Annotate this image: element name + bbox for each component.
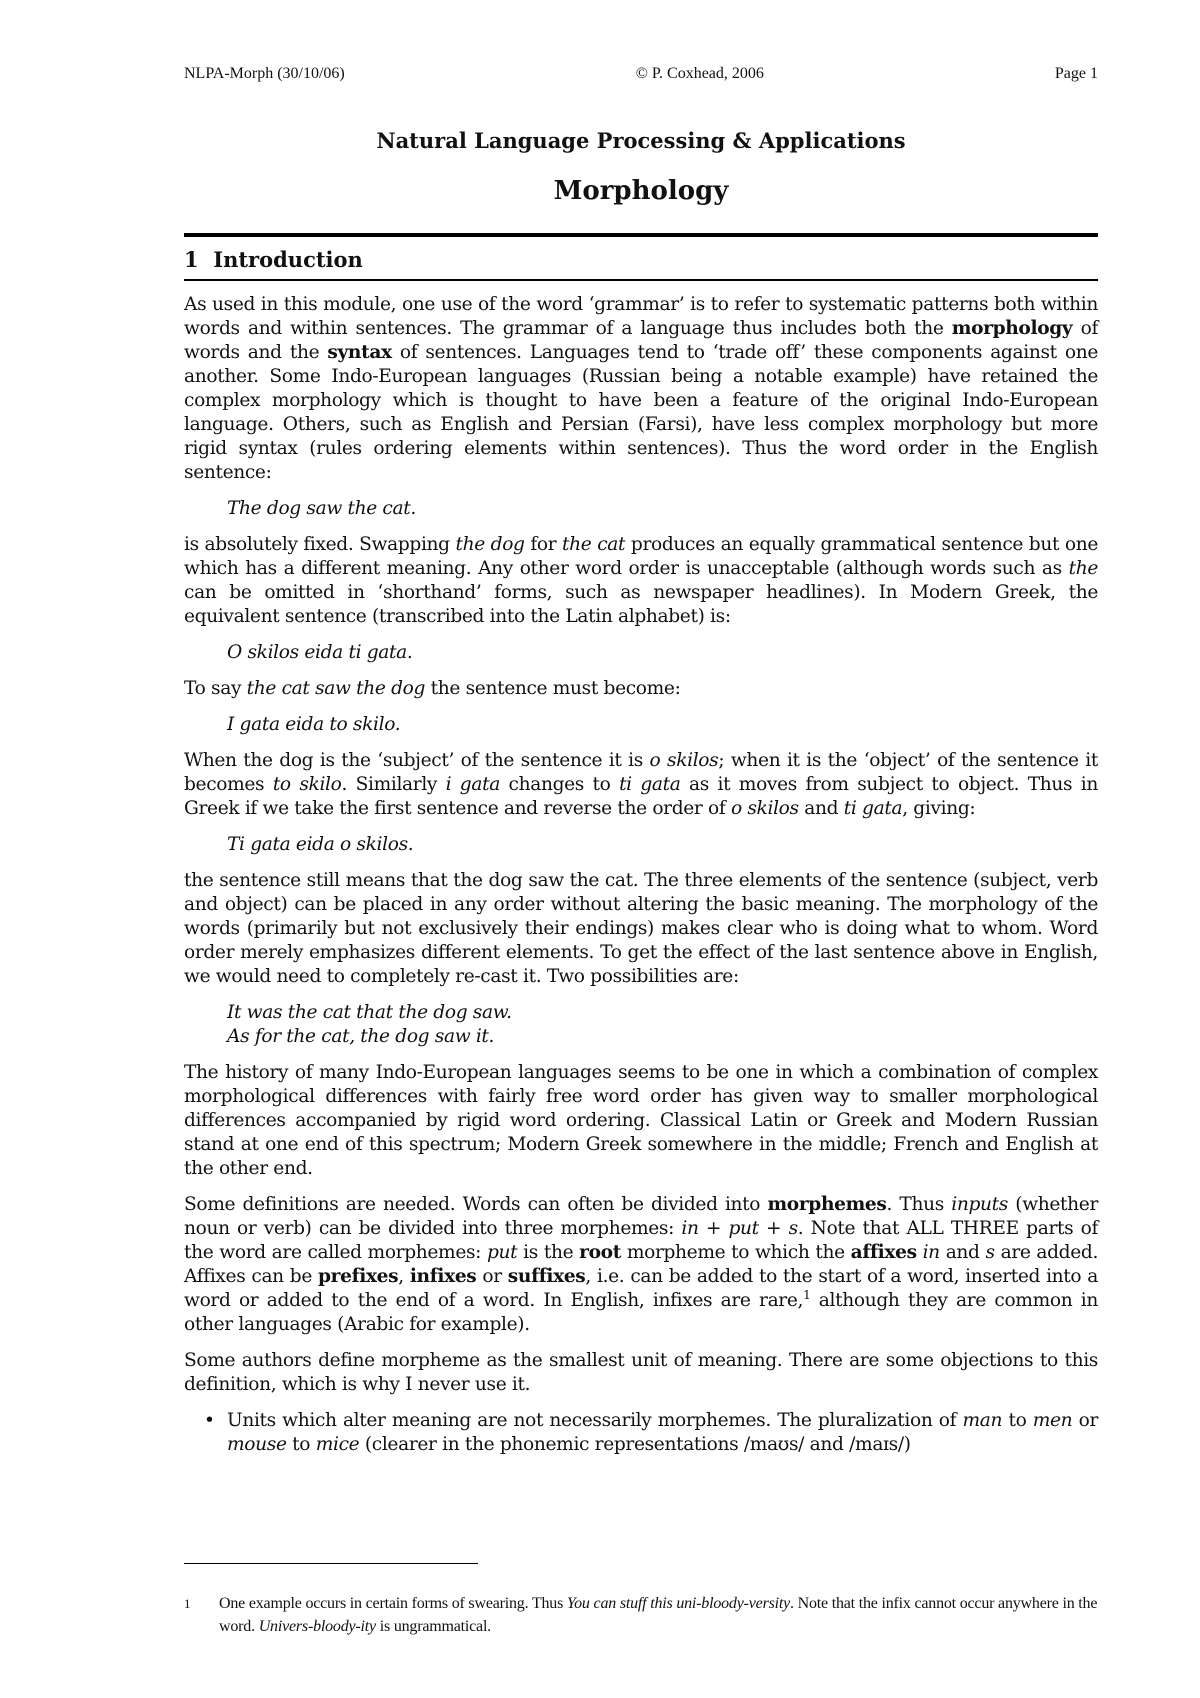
example-greek-swapped: Ti gata eida o skilos. (227, 834, 414, 855)
example-greek-sentence: O skilos eida ti gata. (227, 642, 413, 663)
running-header (184, 64, 1098, 84)
paragraph-meaning: the sentence still means that the dog saw the cat. The three elements of the sentence (subject, verb and object) can be placed in any order without altering the basic meaning. The morphology of the words (primarily but not exclusively their endings) makes clear who is doing what to whom. Word order merely emphasizes different elements. To get the effect of the last sentence above in English, we would need to completely re-cast it. Two possibilities are: (184, 870, 1098, 987)
paragraph-word-order: is absolutely fixed. Swapping the dog for the cat produces an equally grammatical sentence but one which has a different meaning. Any other word order is unacceptable (although words such as the can be omitted in ‘shorthand’ forms, such as newspaper headlines). In Modern Greek, the equivalent sentence (transcribed into the Latin alphabet) is: (184, 534, 1098, 627)
paragraph-grammar: As used in this module, one use of the word ‘grammar’ is to refer to systematic patterns both within words and within sentences. The grammar of a language thus includes both the morphology of words and the syntax of sentences. Languages tend to ‘trade off’ these components against one another. Some Indo-European languages (Russian being a notable example) have retained the complex morphology which is thought to have been a feature of the original Indo-European language. Others, such as English and Persian (Farsi), have less complex morphology but more rigid syntax (rules ordering elements within sentences). Thus the word order in the English sentence: (184, 294, 1099, 483)
term-syntax: syntax (327, 342, 392, 363)
header-page-number: Page 1 (1054, 65, 1098, 82)
paragraph-subject-object: When the dog is the ‘subject’ of the sentence it is o skilos; when it is the ‘object’ of the sentence it becomes to skilo. Similarly i gata changes to ti gata as it moves from subject to object. Thus in Greek if we take the first sentence and reverse the order of o skilos and ti gata, giving: (184, 750, 1098, 819)
document-subtitle: Morphology (553, 176, 729, 206)
paragraph-history: The history of many Indo-European languages seems to be one in which a combination of complex morphological differences with fairly free word order has given way to smaller morphological differences accompanied by rigid word ordering. Classical Latin or Greek and Modern Russian stand at one end of this spectrum; Modern Greek somewhere in the middle; French and English at the other end. (184, 1062, 1098, 1179)
footnote-number: 1 (184, 1596, 191, 1611)
footnote (184, 1592, 1098, 1638)
footnote-reference[interactable]: 1 (803, 1287, 811, 1302)
paragraph-reverse: To say the cat saw the dog the sentence must become: (184, 678, 681, 699)
document-page (184, 64, 1098, 1469)
example-greek-reversed: I gata eida to skilo. (227, 714, 401, 735)
section-title: Introduction (213, 247, 363, 272)
header-document-id: NLPA-Morph (30/10/06) (184, 65, 345, 82)
bullet-item: • Units which alter meaning are not necessarily morphemes. The pluralization of man to men or mouse to mice (clearer in the phonemic representations /maʊs/ and /maɪs/) (204, 1410, 1098, 1455)
paragraph-definitions: Some definitions are needed. Words can often be divided into morphemes. Thus inputs (whether noun or verb) can be divided into three morphemes: in + put + s. Note that ALL THREE parts of the word are called morphemes: put is the root morpheme to which the affixes in and s are added. Affixes can be prefixes, infixes or suffixes, i.e. can be added to the start of a word, inserted into a word or added to the end of a word. In English, infixes are rare,$^1$ although they are common in other languages (Arabic for example). (184, 1194, 1099, 1335)
document-title: Natural Language Processing & Applications (376, 128, 906, 153)
footnote-text: One example occurs in certain forms of swearing. Thus You can stuff this uni-bloody-versity. Note that the infix cannot occur anywhere in the word. Univers-bloody-ity is ungrammatical. (219, 1595, 1098, 1635)
term-morphology: morphology (951, 318, 1073, 339)
footnote-rule (184, 1563, 478, 1564)
section-heading (184, 237, 1098, 279)
section-number: 1 (184, 247, 199, 272)
section-rule-bottom (184, 279, 1098, 281)
bullet-marker: • (204, 1410, 215, 1431)
header-copyright: © P. Coxhead, 2006 (635, 65, 764, 82)
example-english-sentence: The dog saw the cat. (227, 498, 416, 519)
paragraph-morpheme-definition: Some authors define morpheme as the smallest unit of meaning. There are some objections to this definition, which is why I never use it. (184, 1350, 1098, 1395)
example-recast-2: As for the cat, the dog saw it. (227, 1026, 495, 1047)
example-recast-1: It was the cat that the dog saw. (227, 1002, 512, 1023)
